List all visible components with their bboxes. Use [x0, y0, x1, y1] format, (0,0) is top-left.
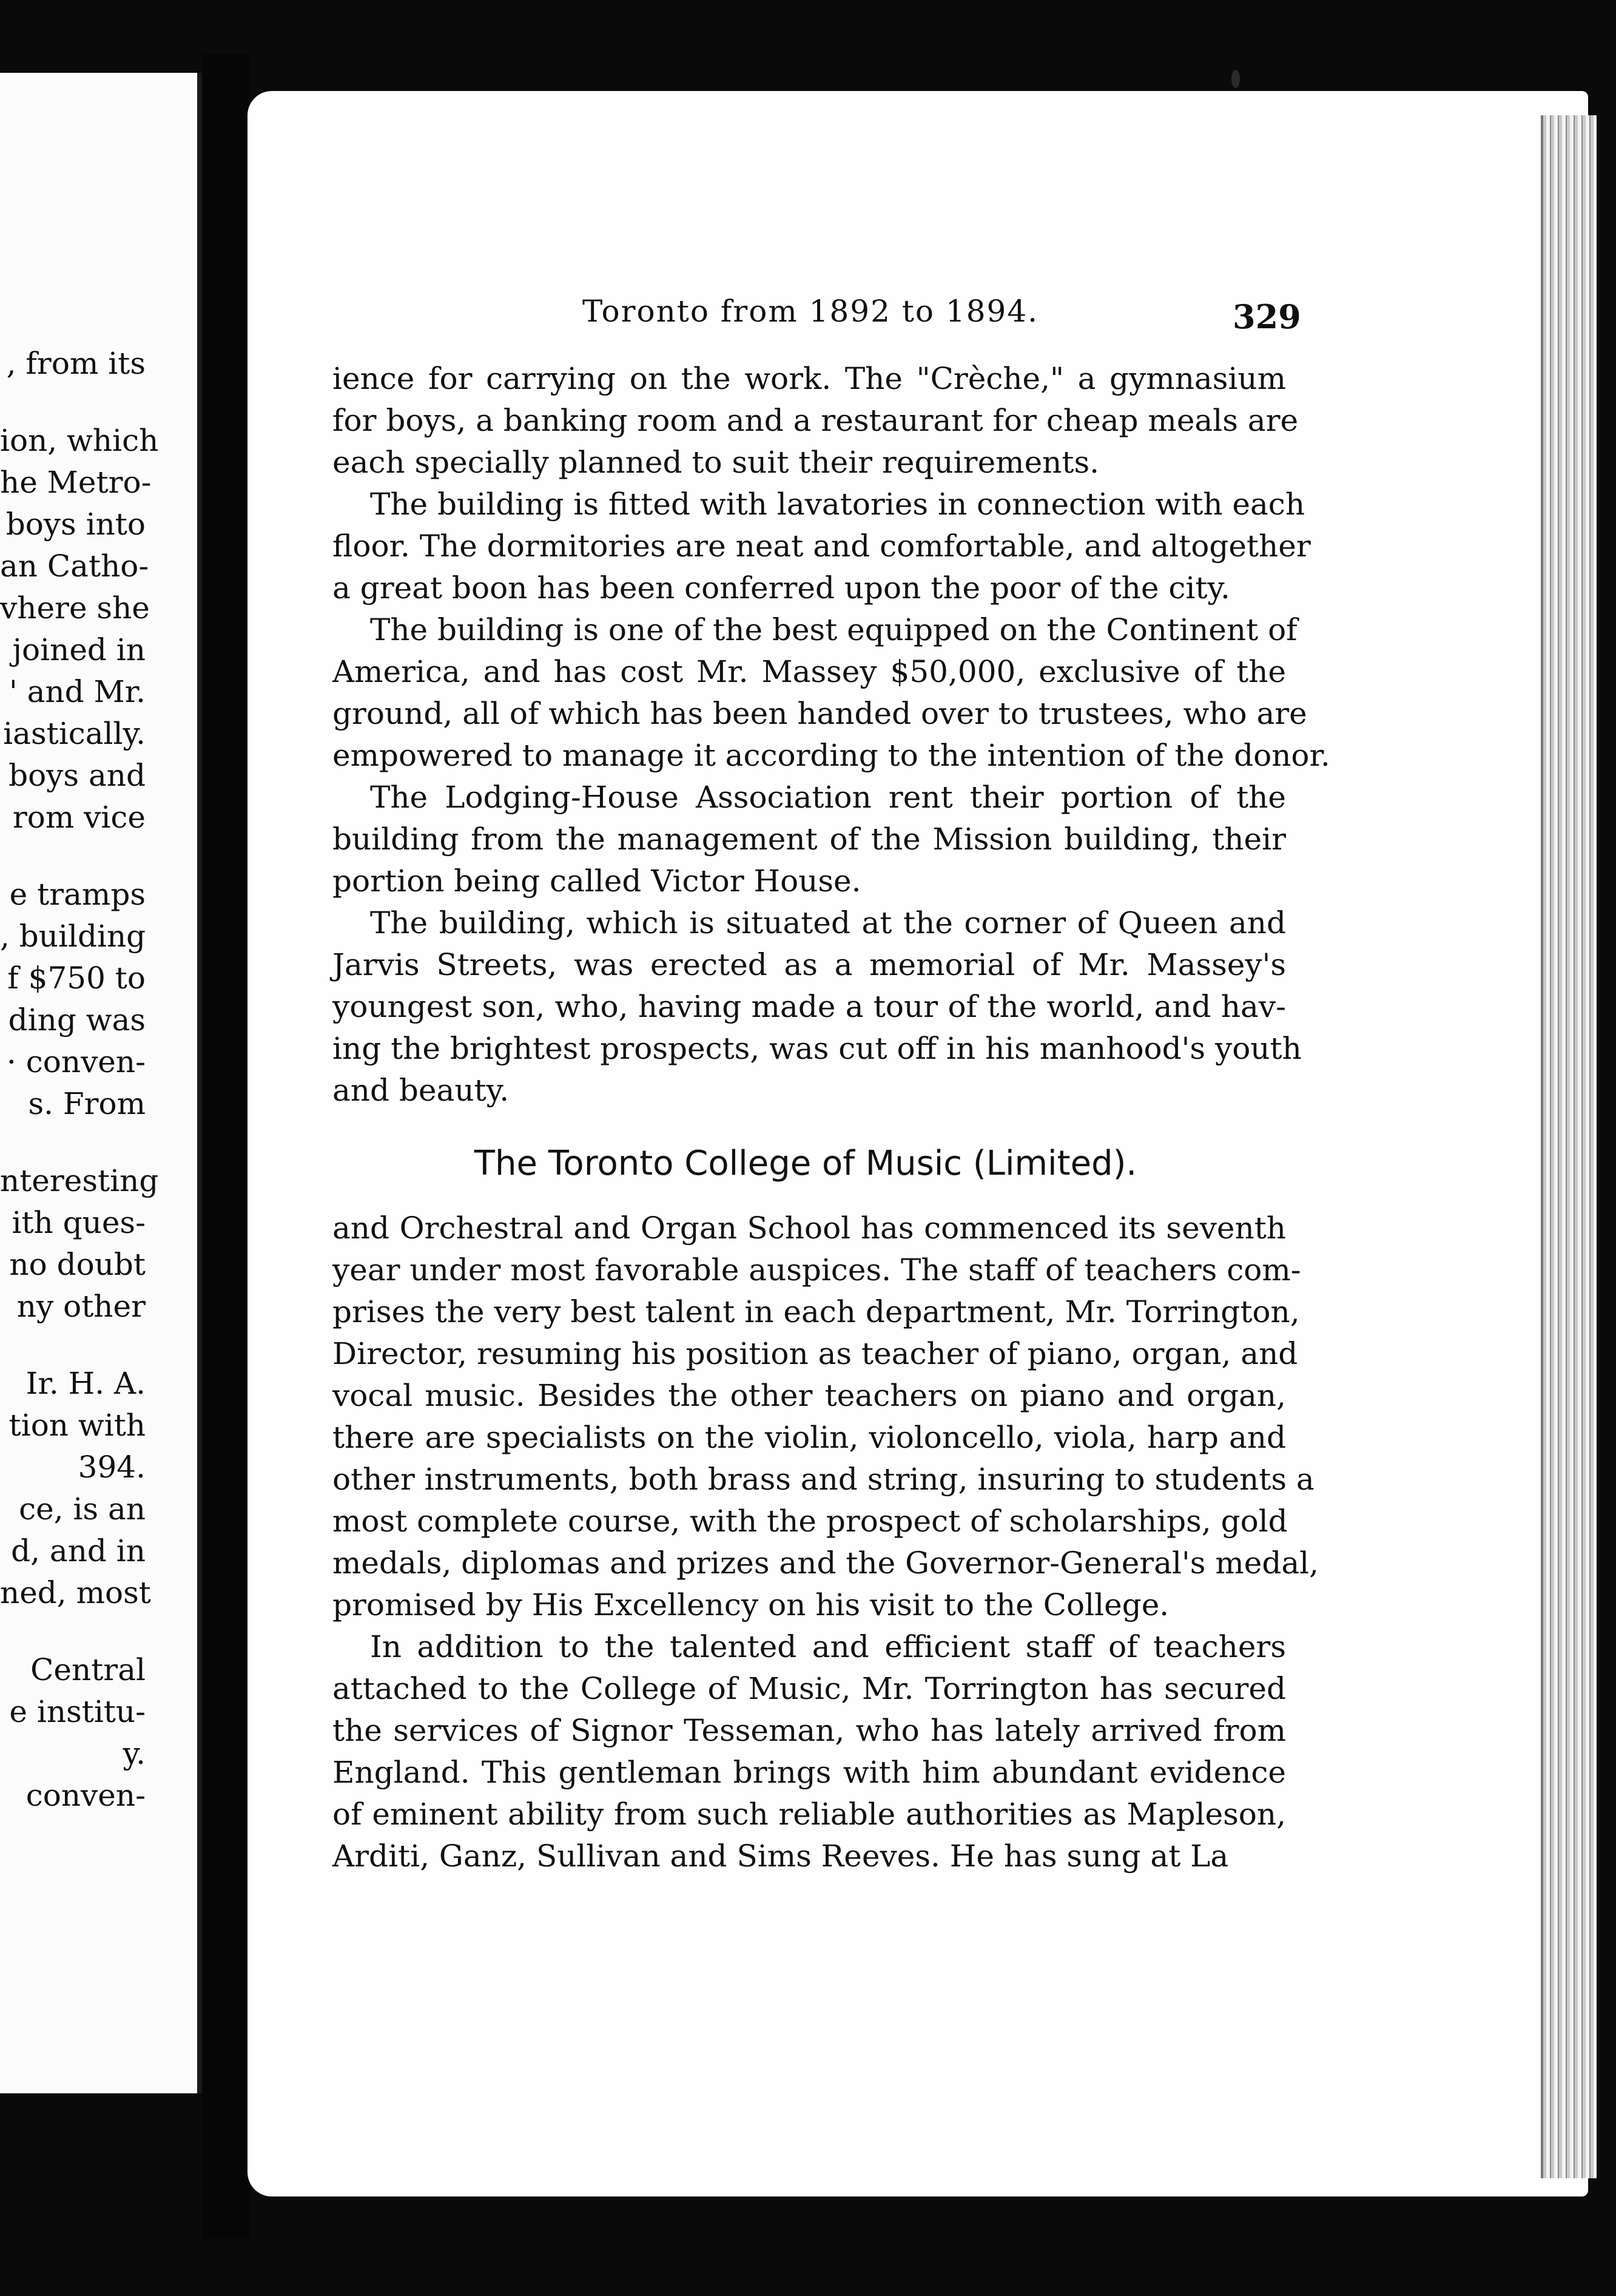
left-page-line: no doubt	[9, 1247, 146, 1282]
left-page-line: ned, most	[0, 1575, 151, 1610]
text-line: building from the management of the Mission building, their	[332, 822, 1286, 857]
book-gutter	[202, 55, 251, 2239]
left-page-line: ion, which	[0, 423, 159, 458]
text-line: attached to the College of Music, Mr. Torrington has secured	[332, 1671, 1286, 1706]
left-page-line: , from its	[6, 346, 146, 381]
left-page	[0, 73, 202, 2093]
left-page-line: f $750 to	[7, 961, 146, 996]
left-page-line: vhere she	[0, 590, 150, 626]
text-line: other instruments, both brass and string, insuring to students a	[332, 1462, 1315, 1497]
left-page-text	[0, 343, 159, 1817]
running-head	[582, 294, 1039, 329]
left-page-line: ce, is an	[19, 1491, 146, 1527]
text-line: Director, resuming his position as teacher of piano, organ, and	[332, 1336, 1298, 1371]
left-page-line	[0, 1328, 146, 1363]
text-line: portion being called Victor House.	[332, 863, 861, 899]
text-line: a great boon has been conferred upon the poor of the city.	[332, 570, 1230, 606]
left-page-line: iastically.	[3, 716, 146, 751]
text-line: Arditi, Ganz, Sullivan and Sims Reeves. He has sung at La	[332, 1838, 1229, 1874]
body-text-part2	[332, 1207, 1319, 1877]
left-page-line: · conven-	[6, 1044, 146, 1079]
text-line: In addition to the talented and efficient staff of teachers	[370, 1629, 1286, 1664]
left-page-line: 394.	[78, 1450, 146, 1485]
left-page-line: conven-	[25, 1778, 146, 1813]
left-page-line: rom vice	[12, 800, 146, 835]
text-line: ience for carrying on the work. The "Crèche," a gymnasium	[332, 361, 1286, 396]
text-line: The building is one of the best equipped on the Continent of	[370, 612, 1298, 647]
left-page-line: e institu-	[9, 1694, 146, 1729]
text-line: for boys, a banking room and a restaurant for cheap meals are	[332, 403, 1299, 438]
text-line: England. This gentleman brings with him abundant evidence	[332, 1755, 1286, 1790]
left-page-line: nteresting	[0, 1163, 159, 1198]
text-line: and beauty.	[332, 1073, 510, 1108]
text-line: floor. The dormitories are neat and comfortable, and altogether	[332, 528, 1311, 564]
text-line: The Lodging-House Association rent their portion of the	[370, 780, 1286, 815]
left-page-line	[0, 1614, 146, 1649]
text-line: vocal music. Besides the other teachers on piano and organ,	[332, 1378, 1286, 1413]
left-page-line: boys and	[8, 758, 146, 793]
text-line: each specially planned to suit their requirements.	[332, 445, 1100, 480]
text-line: empowered to manage it according to the intention of the donor.	[332, 738, 1330, 773]
text-line: medals, diplomas and prizes and the Governor-General's medal,	[332, 1545, 1319, 1581]
text-line: America, and has cost Mr. Massey $50,000, exclusive of the	[332, 654, 1286, 689]
left-page-line: s. From	[28, 1086, 146, 1121]
left-page-line: Central	[30, 1652, 146, 1687]
left-page-line: , building	[0, 919, 146, 954]
left-page-line: boys into	[5, 507, 146, 542]
text-line: promised by His Excellency on his visit to the College.	[332, 1587, 1170, 1622]
text-line: the services of Signor Tesseman, who has lately arrived from	[332, 1713, 1286, 1748]
text-line: The building, which is situated at the corner of Queen and	[370, 905, 1286, 940]
text-line: year under most favorable auspices. The staff of teachers com-	[332, 1252, 1301, 1288]
left-page-line	[0, 839, 146, 874]
text-line: youngest son, who, having made a tour of the world, and hav-	[332, 989, 1286, 1024]
text-line: most complete course, with the prospect of scholarships, gold	[332, 1504, 1288, 1539]
text-line: Jarvis Streets, was erected as a memorial of Mr. Massey's	[332, 947, 1286, 982]
left-page-line: ny other	[16, 1289, 146, 1324]
left-page-line: ' and Mr.	[8, 674, 146, 709]
left-page-line: an Catho-	[0, 549, 149, 584]
text-line: prises the very best talent in each department, Mr. Torrington,	[332, 1294, 1300, 1329]
left-page-line: y.	[123, 1736, 146, 1771]
text-line: there are specialists on the violin, violoncello, viola, harp and	[332, 1420, 1286, 1455]
running-head-text: Toronto from 1892 to 1894.	[582, 294, 1039, 329]
left-page-line: he Metro-	[0, 465, 152, 500]
left-page-line: e tramps	[9, 877, 146, 912]
left-page-line: ith ques-	[12, 1205, 146, 1240]
text-line: of eminent ability from such reliable authorities as Mapleson,	[332, 1797, 1286, 1832]
left-page-line: d, and in	[11, 1533, 146, 1568]
text-line: The building is fitted with lavatories in connection with each	[370, 487, 1305, 522]
page-edges	[1541, 115, 1597, 2178]
body-text-part1	[332, 358, 1330, 1112]
left-page-line: tion with	[8, 1408, 146, 1443]
text-line: ing the brightest prospects, was cut off in his manhood's youth	[332, 1031, 1302, 1066]
left-page-line: ding was	[8, 1002, 146, 1038]
text-line: ground, all of which has been handed over to trustees, who are	[332, 696, 1307, 731]
left-page-line: joined in	[12, 632, 146, 667]
left-page-line	[0, 385, 146, 420]
left-page-line	[0, 1125, 146, 1160]
left-page-line: Ir. H. A.	[25, 1366, 146, 1401]
text-line: and Orchestral and Organ School has commenced its seventh	[332, 1210, 1286, 1246]
scan-mark	[1231, 70, 1240, 88]
page-number: 329	[1233, 297, 1301, 336]
section-heading: The Toronto College of Music (Limited).	[474, 1144, 1137, 1183]
